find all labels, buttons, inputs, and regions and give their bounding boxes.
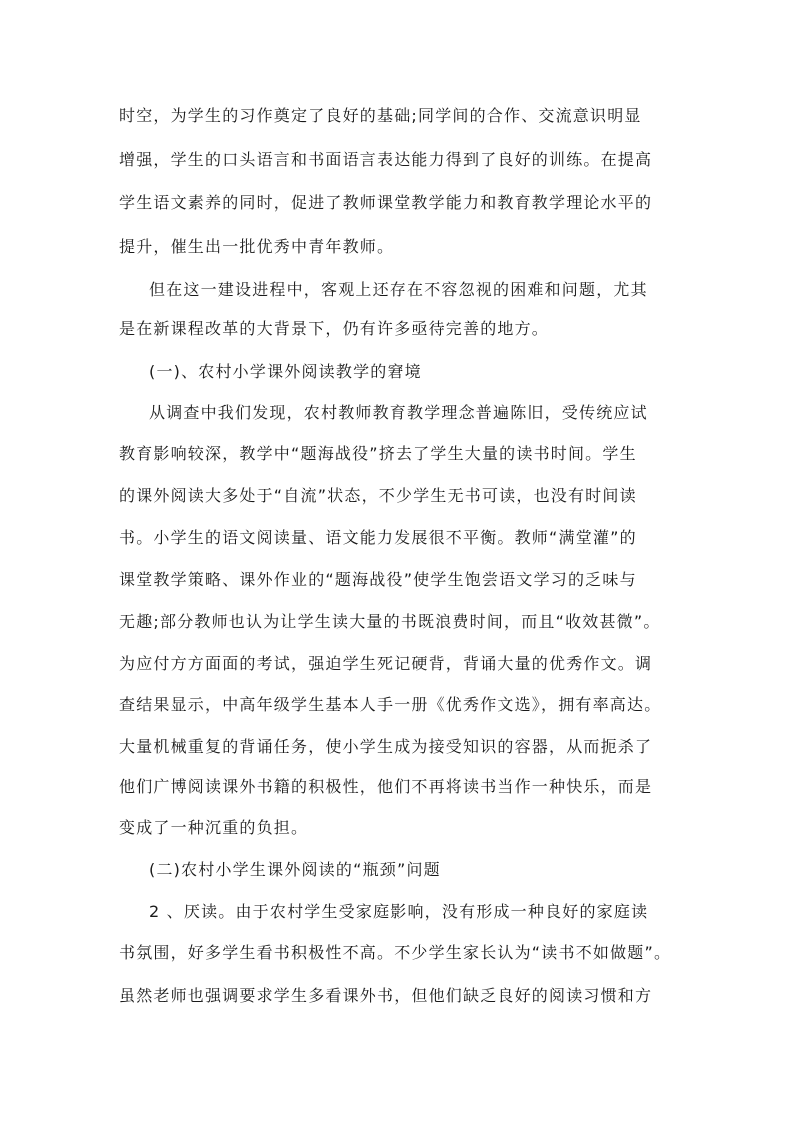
- body-text-line: 无趣;部分教师也认为让学生读大量的书既浪费时间，而且“收效甚微”。: [119, 612, 661, 631]
- body-text-line: 为应付方方面面的考试，强迫学生死记硬背，背诵大量的优秀作文。调: [119, 654, 653, 673]
- body-text-line: 变成了一种沉重的负担。: [119, 818, 309, 837]
- body-text-line: 查结果显示，中高年级学生基本人手一册《优秀作文选》，拥有率高达。: [119, 695, 662, 714]
- body-text-line: 学生语文素养的同时，促进了教师课堂教学能力和教育教学理论水平的: [119, 193, 653, 212]
- body-text-line: 是在新课程改革的大背景下，仍有许多亟待完善的地方。: [119, 319, 550, 338]
- body-text-line: 他们广博阅读课外书籍的积极性，他们不再将读书当作一种快乐，而是: [119, 777, 653, 796]
- body-text-line: 书氛围，好多学生看书积极性不高。不少学生家长认为“读书不如做题”。: [119, 943, 672, 962]
- body-text-line: 教育影响较深，教学中“题海战役”挤去了学生大量的读书时间。学生: [119, 444, 637, 463]
- body-text-line: 增强，学生的口头语言和书面语言表达能力得到了良好的训练。在提高: [119, 150, 653, 169]
- body-text-line: 课堂教学策略、课外作业的“题海战役”使学生饱尝语文学习的乏味与: [119, 570, 637, 589]
- paragraph-start-line: 从调查中我们发现，农村教师教育教学理念普遍陈旧，受传统应试: [149, 403, 648, 422]
- paragraph-start-line: 但在这一建设进程中，客观上还存在不容忽视的困难和问题，尤其: [149, 280, 648, 299]
- section-heading: (二)农村小学生课外阅读的“瓶颈”问题: [149, 860, 441, 879]
- body-text-line: 的课外阅读大多处于“自流”状态，不少学生无书可读，也没有时间读: [119, 486, 637, 505]
- body-text-line: 虽然老师也强调要求学生多看课外书，但他们缺乏良好的阅读习惯和方: [119, 986, 653, 1005]
- body-text-line: 书。小学生的语文阅读量、语文能力发展很不平衡。教师“满堂灌”的: [119, 528, 637, 547]
- body-text-line: 提升，催生出一批优秀中青年教师。: [119, 237, 395, 256]
- body-text-line: 时空，为学生的习作奠定了良好的基础;同学间的合作、交流意识明显: [119, 106, 642, 125]
- section-heading: (一)、农村小学课外阅读教学的窘境: [149, 362, 422, 381]
- body-text-line: 大量机械重复的背诵任务，使小学生成为接受知识的容器，从而扼杀了: [119, 737, 653, 756]
- paragraph-start-line: 2 、厌读。由于农村学生受家庭影响，没有形成一种良好的家庭读: [149, 902, 649, 921]
